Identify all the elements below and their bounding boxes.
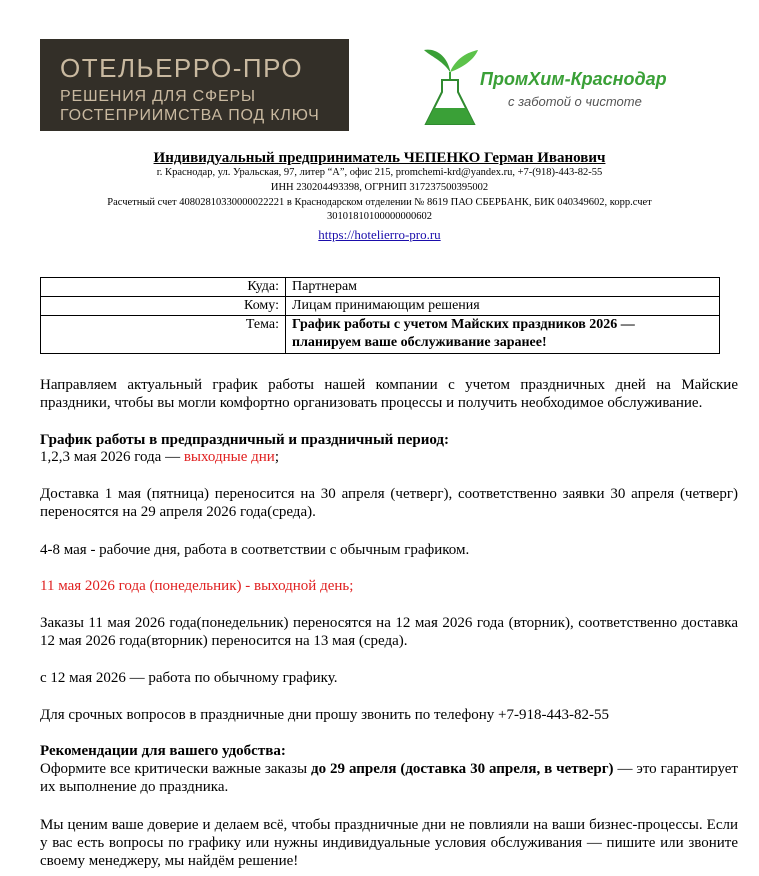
urgent-phone-paragraph: Для срочных вопросов в праздничные дни прошу звонить по телефону +7-918-443-82-55 [40,707,609,723]
otelierro-logo [40,39,349,131]
normal-schedule-paragraph: с 12 мая 2026 — работа по обычному графику. [40,670,338,686]
inn-line: ИНН 230204493398, ОГРНИП 317237500395002 [270,182,489,193]
recommendations-heading: Рекомендации для вашего удобства: [40,743,286,759]
promhim-logo-tagline: с заботой о чистоте [508,94,642,109]
otelierro-logo-subtitle-1: РЕШЕНИЯ ДЛЯ СФЕРЫ [60,88,256,105]
orders-transfer-paragraph: Заказы 11 мая 2026 года(понедельник) переносятся на 12 мая 2026 года (вторник), соответственно доставка 12 мая 2026 года(вторник) переносится на 13 мая (среда). [40,615,738,649]
delivery-transfer-paragraph: Доставка 1 мая (пятница) переносится на 30 апреля (четверг), соответственно заявки 30 апреля (четверг) переносятся на 29 апреля 2026 года(среда). [40,486,738,520]
subject-line-2: планируем ваше обслуживание заранее! [292,335,547,350]
bank-account-line: Расчетный счет 40802810330000022221 в Краснодарском отделении № 8619 ПАО СБЕРБАНК, БИК 040349602, корр.счет [107,197,652,208]
intro-paragraph: Направляем актуальный график работы нашей компании с учетом праздничных дней на Майские праздники, чтобы вы могли комфортно организовать процессы и получить необходимое обслуживание. [40,377,738,411]
website-link[interactable]: https://hotelierro-pro.ru [318,227,441,242]
flask-icon [420,42,480,130]
subject-line-1: График работы с учетом Майских праздников 2026 — [292,317,635,332]
schedule-heading: График работы в предпраздничный и праздничный период: [40,432,449,448]
to-value: Партнерам [286,278,720,297]
company-title: Индивидуальный предприниматель ЧЕПЕНКО Герман Иванович [153,150,606,166]
correspondent-account-line: 30101810100000000602 [327,211,432,222]
to-label: Куда: [41,278,286,297]
promhim-logo [420,42,690,132]
otelierro-logo-subtitle-2: ГОСТЕПРИИМСТВА ПОД КЛЮЧ [60,107,320,124]
working-days-paragraph: 4-8 мая - рабочие дня, работа в соответствии с обычным графиком. [40,542,470,558]
otelierro-logo-title: ОТЕЛЬЕРРО-ПРО [60,53,304,83]
recommendation-paragraph: Оформите все критически важные заказы до 29 апреля (доставка 30 апреля, в четверг) — это гарантирует их выполнение до праздника. [40,761,738,795]
holidays-highlight: выходные дни [183,449,275,465]
day-off-paragraph: 11 мая 2026 года (понедельник) - выходной день; [40,578,354,594]
whom-value: Лицам принимающим решения [286,297,720,316]
subject-value [286,316,720,354]
recommendation-deadline: до 29 апреля (доставка 30 апреля, в четверг) [311,761,614,777]
letter-meta-table [40,277,720,354]
subject-label: Тема: [41,316,286,354]
whom-label: Кому: [41,297,286,316]
promhim-logo-name: ПромХим-Краснодар [480,69,667,89]
holidays-paragraph: 1,2,3 мая 2026 года — выходные дни; [40,449,280,465]
address-line: г. Краснодар, ул. Уральская, 97, литер “А”, офис 215, promchemi-krd@yandex.ru, +7-(918)-443-82-55 [156,167,603,178]
closing-paragraph: Мы ценим ваше доверие и делаем всё, чтобы праздничные дни не повлияли на ваши бизнес-процессы. Если у вас есть вопросы по графику или нужны индивидуальные условия обслуживания — пишите или звоните своему менеджеру, мы найдём решение! [40,817,738,869]
